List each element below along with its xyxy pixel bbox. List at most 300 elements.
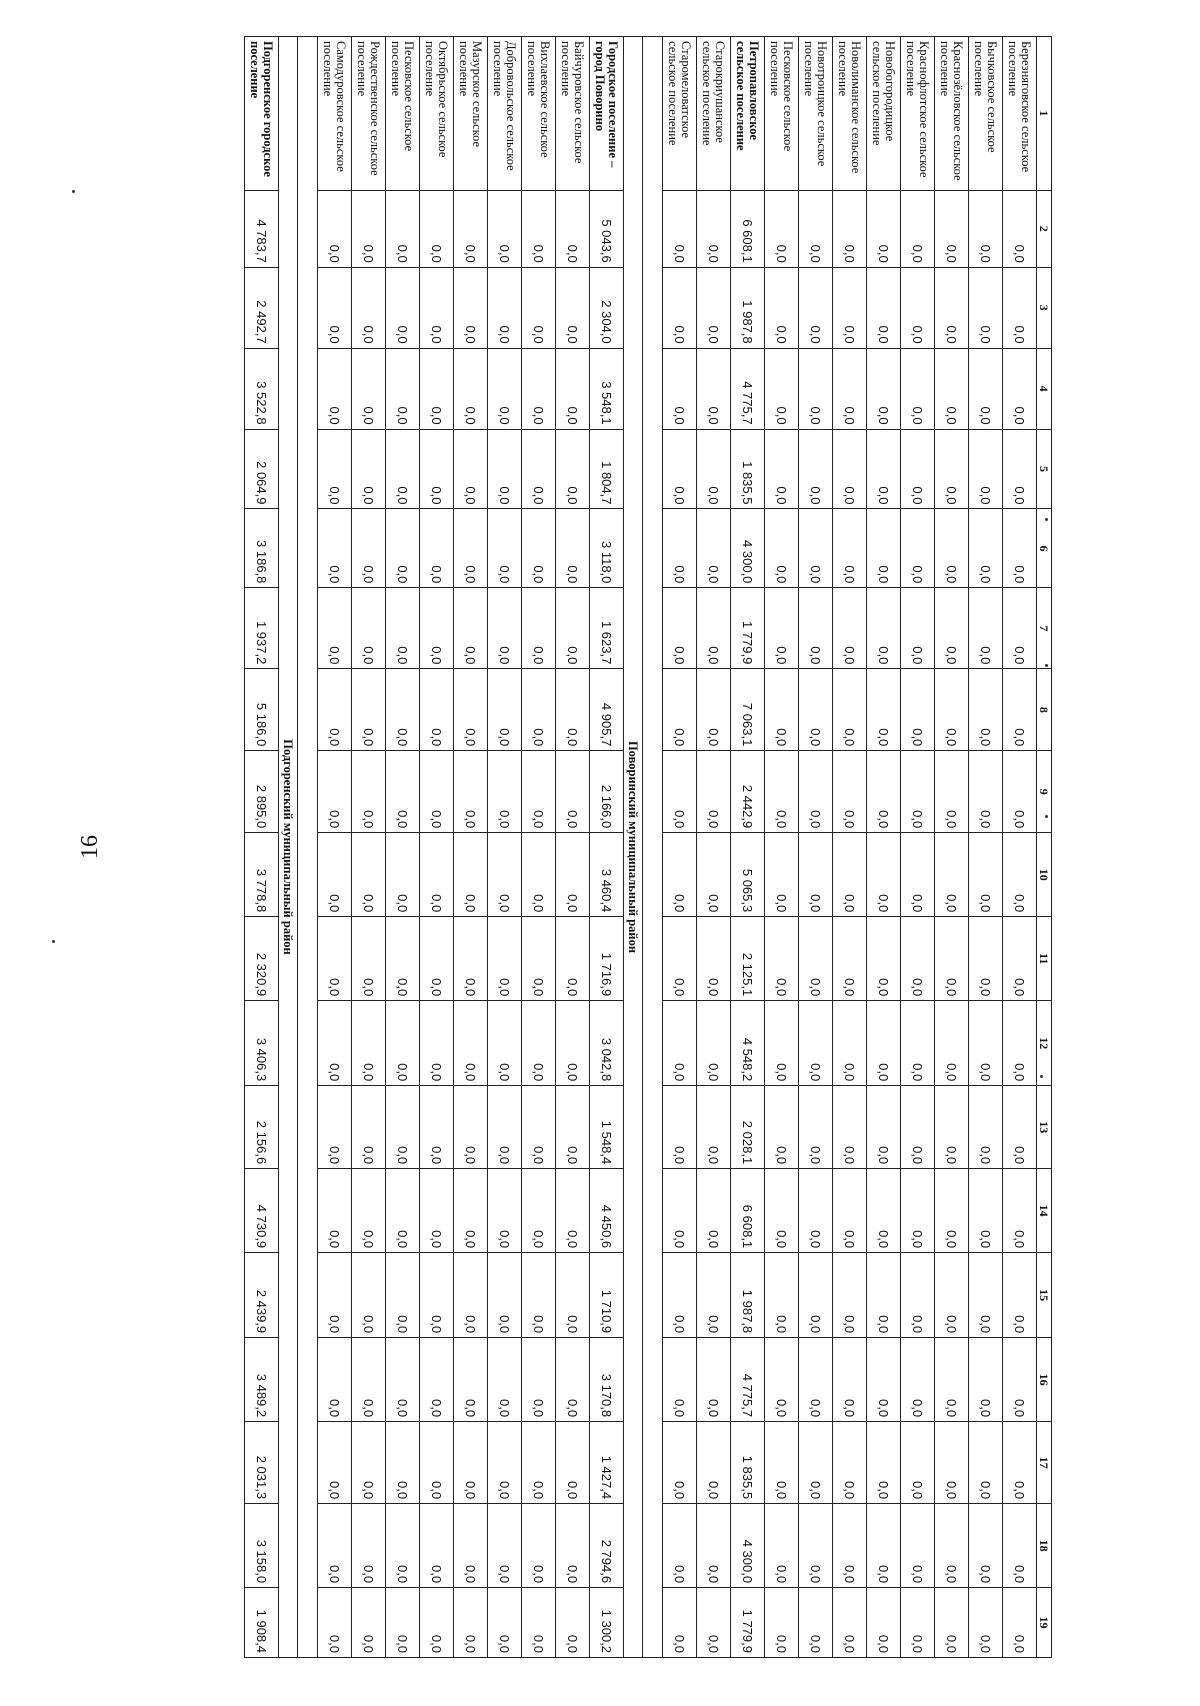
value-cell: 0,0 (969, 190, 1003, 267)
spacer-cell (643, 37, 663, 1658)
value-cell: 0,0 (386, 1169, 420, 1253)
column-header-11: 11 (1037, 917, 1052, 1001)
value-cell: 0,0 (901, 267, 935, 348)
value-cell: 0,0 (488, 190, 522, 267)
value-cell: 2 492,7 (245, 267, 279, 348)
value-cell: 0,0 (697, 1422, 731, 1504)
value-cell: 0,0 (765, 1253, 799, 1338)
rotated-table-wrapper (137, 36, 1052, 1658)
value-cell: 0,0 (697, 509, 731, 588)
value-cell: 0,0 (935, 348, 969, 429)
value-cell: 0,0 (386, 1588, 420, 1658)
value-cell: 0,0 (799, 190, 833, 267)
value-cell: 0,0 (765, 509, 799, 588)
value-cell: 0,0 (799, 267, 833, 348)
value-cell: 0,0 (969, 917, 1003, 1001)
value-cell: 0,0 (901, 190, 935, 267)
value-cell: 0,0 (663, 1086, 697, 1169)
value-cell: 0,0 (697, 348, 731, 429)
value-cell: 0,0 (697, 267, 731, 348)
value-cell: 0,0 (386, 267, 420, 348)
settlement-name: Байчуровское сельское поселение (556, 37, 590, 191)
value-cell: 0,0 (867, 429, 901, 509)
value-cell: 0,0 (420, 348, 454, 429)
value-cell: 0,0 (935, 1422, 969, 1504)
value-cell: 0,0 (697, 669, 731, 751)
value-cell: 0,0 (867, 588, 901, 669)
district-title: Подгоренский муниципальный район (279, 37, 298, 1658)
value-cell: 2 304,0 (590, 267, 624, 348)
value-cell: 0,0 (352, 833, 386, 917)
value-cell: 0,0 (663, 917, 697, 1001)
settlement-name: Бычковское сельское поселение (969, 37, 1003, 191)
value-cell: 0,0 (454, 1253, 488, 1338)
value-cell: 0,0 (969, 1422, 1003, 1504)
column-header-6: 6 (1037, 509, 1052, 588)
value-cell: 0,0 (901, 429, 935, 509)
value-cell: 0,0 (318, 1422, 352, 1504)
value-cell: 0,0 (386, 1253, 420, 1338)
value-cell: 0,0 (556, 1169, 590, 1253)
value-cell: 0,0 (318, 429, 352, 509)
value-cell: 0,0 (454, 267, 488, 348)
value-cell: 0,0 (765, 1422, 799, 1504)
value-cell: 0,0 (935, 1588, 969, 1658)
table-row (969, 37, 1003, 1658)
value-cell: 1 623,7 (590, 588, 624, 669)
value-cell: 0,0 (833, 509, 867, 588)
value-cell: 0,0 (454, 669, 488, 751)
value-cell: 0,0 (867, 348, 901, 429)
value-cell: 0,0 (318, 348, 352, 429)
table-row (901, 37, 935, 1658)
value-cell: 0,0 (556, 1086, 590, 1169)
value-cell: 0,0 (901, 833, 935, 917)
value-cell: 0,0 (522, 1338, 556, 1422)
value-cell: 0,0 (488, 1588, 522, 1658)
value-cell: 0,0 (352, 1001, 386, 1086)
value-cell: 0,0 (833, 190, 867, 267)
value-cell: 4 775,7 (731, 1338, 765, 1422)
value-cell: 0,0 (454, 833, 488, 917)
value-cell: 0,0 (799, 1504, 833, 1588)
value-cell: 0,0 (556, 588, 590, 669)
value-cell: 0,0 (352, 751, 386, 833)
column-header-row (1037, 37, 1052, 1658)
value-cell: 0,0 (935, 190, 969, 267)
value-cell: 0,0 (799, 1588, 833, 1658)
value-cell: 0,0 (556, 429, 590, 509)
value-cell: 3 158,0 (245, 1504, 279, 1588)
value-cell: 0,0 (522, 833, 556, 917)
value-cell: 0,0 (935, 267, 969, 348)
value-cell: 1 779,9 (731, 588, 765, 669)
value-cell: 0,0 (488, 1338, 522, 1422)
value-cell: 0,0 (522, 1588, 556, 1658)
value-cell: 0,0 (799, 751, 833, 833)
value-cell: 0,0 (901, 751, 935, 833)
value-cell: 0,0 (765, 429, 799, 509)
settlement-name: Петропавловское сельское поселение (731, 37, 765, 191)
value-cell: 0,0 (663, 1422, 697, 1504)
value-cell: 0,0 (867, 751, 901, 833)
value-cell: 2 064,9 (245, 429, 279, 509)
value-cell: 0,0 (799, 1169, 833, 1253)
value-cell: 0,0 (833, 1588, 867, 1658)
value-cell: 0,0 (318, 833, 352, 917)
value-cell: 0,0 (833, 1338, 867, 1422)
value-cell: 2 442,9 (731, 751, 765, 833)
value-cell: 0,0 (352, 429, 386, 509)
value-cell: 0,0 (522, 1001, 556, 1086)
value-cell: 0,0 (969, 429, 1003, 509)
value-cell: 0,0 (352, 1338, 386, 1422)
value-cell: 0,0 (901, 669, 935, 751)
value-cell: 0,0 (318, 1504, 352, 1588)
value-cell: 0,0 (969, 1001, 1003, 1086)
value-cell: 0,0 (318, 267, 352, 348)
value-cell: 0,0 (352, 267, 386, 348)
value-cell: 2 794,6 (590, 1504, 624, 1588)
value-cell: 0,0 (969, 509, 1003, 588)
value-cell: 0,0 (833, 1253, 867, 1338)
value-cell: 0,0 (799, 1422, 833, 1504)
value-cell: 0,0 (454, 348, 488, 429)
column-header-2: 2 (1037, 190, 1052, 267)
value-cell: 0,0 (799, 1001, 833, 1086)
value-cell: 0,0 (663, 1338, 697, 1422)
value-cell: 0,0 (522, 509, 556, 588)
value-cell: 0,0 (488, 1086, 522, 1169)
value-cell: 0,0 (663, 190, 697, 267)
value-cell: 0,0 (1003, 190, 1037, 267)
value-cell: 0,0 (935, 588, 969, 669)
table-row (454, 37, 488, 1658)
value-cell: 2 028,1 (731, 1086, 765, 1169)
district-header-row (624, 37, 643, 1658)
value-cell: 0,0 (833, 917, 867, 1001)
value-cell: 0,0 (697, 1588, 731, 1658)
value-cell: 0,0 (318, 1086, 352, 1169)
value-cell: 0,0 (318, 1169, 352, 1253)
value-cell: 0,0 (420, 588, 454, 669)
value-cell: 0,0 (969, 751, 1003, 833)
value-cell: 0,0 (663, 1504, 697, 1588)
value-cell: 0,0 (799, 429, 833, 509)
spacer-cell (298, 37, 318, 1658)
table-row (488, 37, 522, 1658)
value-cell: 0,0 (454, 190, 488, 267)
value-cell: 0,0 (488, 1422, 522, 1504)
value-cell: 0,0 (867, 1504, 901, 1588)
value-cell: 0,0 (765, 588, 799, 669)
value-cell: 0,0 (488, 833, 522, 917)
value-cell: 0,0 (765, 348, 799, 429)
value-cell: 0,0 (488, 669, 522, 751)
value-cell: 0,0 (663, 1253, 697, 1338)
value-cell: 0,0 (454, 751, 488, 833)
value-cell: 0,0 (697, 1001, 731, 1086)
settlement-name: Вихлаевское сельское поселение (522, 37, 556, 191)
value-cell: 0,0 (420, 267, 454, 348)
section-spacer (298, 37, 318, 1658)
value-cell: 0,0 (386, 917, 420, 1001)
value-cell: 0,0 (352, 1169, 386, 1253)
table-row (318, 37, 352, 1658)
value-cell: 0,0 (935, 1001, 969, 1086)
value-cell: 3 186,8 (245, 509, 279, 588)
value-cell: 0,0 (765, 190, 799, 267)
value-cell: 0,0 (867, 1422, 901, 1504)
table-row (522, 37, 556, 1658)
column-header-17: 17 (1037, 1422, 1052, 1504)
column-header-18: 18 (1037, 1504, 1052, 1588)
value-cell: 0,0 (522, 1422, 556, 1504)
district-title: Поворинский муниципальный район (624, 37, 643, 1658)
value-cell: 4 450,6 (590, 1169, 624, 1253)
value-cell: 0,0 (352, 348, 386, 429)
value-cell: 1 300,2 (590, 1588, 624, 1658)
value-cell: 0,0 (935, 1169, 969, 1253)
value-cell: 0,0 (765, 267, 799, 348)
value-cell: 0,0 (833, 1169, 867, 1253)
column-header-1: 1 (1037, 37, 1052, 191)
scan-speck (72, 190, 75, 193)
settlement-name: Краснофлотское сельское поселение (901, 37, 935, 191)
value-cell: 0,0 (352, 1422, 386, 1504)
value-cell: 0,0 (454, 917, 488, 1001)
value-cell: 1 779,9 (731, 1588, 765, 1658)
value-cell: 0,0 (697, 1086, 731, 1169)
value-cell: 5 043,6 (590, 190, 624, 267)
value-cell: 0,0 (1003, 1588, 1037, 1658)
value-cell: 0,0 (386, 190, 420, 267)
value-cell: 0,0 (1003, 1338, 1037, 1422)
value-cell: 0,0 (935, 833, 969, 917)
value-cell: 0,0 (420, 917, 454, 1001)
value-cell: 0,0 (697, 588, 731, 669)
value-cell: 0,0 (833, 348, 867, 429)
value-cell: 4 300,0 (731, 1504, 765, 1588)
value-cell: 0,0 (556, 190, 590, 267)
value-cell: 0,0 (663, 669, 697, 751)
value-cell: 0,0 (556, 1001, 590, 1086)
value-cell: 0,0 (556, 348, 590, 429)
value-cell: 0,0 (454, 429, 488, 509)
value-cell: 0,0 (833, 1001, 867, 1086)
column-header-12: 12 (1037, 1001, 1052, 1086)
value-cell: 0,0 (420, 1504, 454, 1588)
value-cell: 0,0 (799, 669, 833, 751)
value-cell: 0,0 (556, 751, 590, 833)
value-cell: 0,0 (522, 669, 556, 751)
value-cell: 0,0 (765, 751, 799, 833)
value-cell: 0,0 (799, 833, 833, 917)
value-cell: 0,0 (420, 429, 454, 509)
table-row (765, 37, 799, 1658)
value-cell: 6 608,1 (731, 1169, 765, 1253)
value-cell: 0,0 (663, 429, 697, 509)
value-cell: 0,0 (420, 833, 454, 917)
value-cell: 0,0 (901, 917, 935, 1001)
value-cell: 0,0 (867, 267, 901, 348)
value-cell: 0,0 (697, 917, 731, 1001)
value-cell: 0,0 (1003, 429, 1037, 509)
column-header-19: 19 (1037, 1588, 1052, 1658)
value-cell: 0,0 (352, 1504, 386, 1588)
value-cell: 1 716,9 (590, 917, 624, 1001)
value-cell: 1 804,7 (590, 429, 624, 509)
value-cell: 0,0 (1003, 1001, 1037, 1086)
value-cell: 5 186,0 (245, 669, 279, 751)
value-cell: 0,0 (386, 1001, 420, 1086)
value-cell: 0,0 (318, 1253, 352, 1338)
value-cell: 0,0 (352, 509, 386, 588)
value-cell: 0,0 (1003, 669, 1037, 751)
value-cell: 0,0 (318, 509, 352, 588)
value-cell: 0,0 (833, 429, 867, 509)
value-cell: 0,0 (833, 751, 867, 833)
value-cell: 0,0 (1003, 267, 1037, 348)
value-cell: 0,0 (488, 1001, 522, 1086)
value-cell: 0,0 (352, 1253, 386, 1338)
value-cell: 0,0 (697, 429, 731, 509)
value-cell: 4 730,9 (245, 1169, 279, 1253)
value-cell: 0,0 (697, 1253, 731, 1338)
value-cell: 0,0 (556, 1338, 590, 1422)
value-cell: 0,0 (833, 1422, 867, 1504)
value-cell: 2 166,0 (590, 751, 624, 833)
value-cell: 0,0 (318, 1338, 352, 1422)
value-cell: 0,0 (556, 917, 590, 1001)
value-cell: 0,0 (935, 917, 969, 1001)
value-cell: 0,0 (454, 1338, 488, 1422)
value-cell: 0,0 (697, 190, 731, 267)
value-cell: 0,0 (833, 1504, 867, 1588)
value-cell: 1 908,4 (245, 1588, 279, 1658)
table-row (1003, 37, 1037, 1658)
value-cell: 0,0 (901, 1169, 935, 1253)
value-cell: 0,0 (901, 1086, 935, 1169)
value-cell: 0,0 (352, 669, 386, 751)
value-cell: 4 548,2 (731, 1001, 765, 1086)
value-cell: 0,0 (318, 588, 352, 669)
value-cell: 0,0 (697, 833, 731, 917)
value-cell: 0,0 (556, 1422, 590, 1504)
value-cell: 0,0 (488, 1504, 522, 1588)
value-cell: 0,0 (318, 669, 352, 751)
table-row (420, 37, 454, 1658)
value-cell: 3 042,8 (590, 1001, 624, 1086)
value-cell: 0,0 (969, 1588, 1003, 1658)
value-cell: 2 156,6 (245, 1086, 279, 1169)
value-cell: 3 170,8 (590, 1338, 624, 1422)
value-cell: 0,0 (522, 1086, 556, 1169)
value-cell: 5 065,3 (731, 833, 765, 917)
value-cell: 0,0 (765, 1169, 799, 1253)
value-cell: 0,0 (765, 1338, 799, 1422)
settlement-name: Мазурское сельское поселение (454, 37, 488, 191)
value-cell: 0,0 (420, 1169, 454, 1253)
value-cell: 0,0 (556, 833, 590, 917)
value-cell: 0,0 (663, 348, 697, 429)
table-row (590, 37, 624, 1658)
value-cell: 0,0 (386, 588, 420, 669)
value-cell: 0,0 (833, 588, 867, 669)
value-cell: 0,0 (488, 751, 522, 833)
value-cell: 0,0 (556, 1504, 590, 1588)
value-cell: 0,0 (488, 1169, 522, 1253)
value-cell: 0,0 (1003, 1422, 1037, 1504)
value-cell: 6 608,1 (731, 190, 765, 267)
value-cell: 0,0 (663, 1169, 697, 1253)
value-cell: 1 548,4 (590, 1086, 624, 1169)
column-header-15: 15 (1037, 1253, 1052, 1338)
value-cell: 0,0 (352, 1086, 386, 1169)
settlement-name: Березняговское сельское поселение (1003, 37, 1037, 191)
table-row (663, 37, 697, 1658)
value-cell: 0,0 (765, 1086, 799, 1169)
value-cell: 0,0 (420, 1338, 454, 1422)
value-cell: 1 710,9 (590, 1253, 624, 1338)
value-cell: 0,0 (663, 1588, 697, 1658)
budget-table (244, 36, 1052, 1658)
value-cell: 0,0 (420, 1253, 454, 1338)
value-cell: 0,0 (935, 1338, 969, 1422)
value-cell: 0,0 (867, 1253, 901, 1338)
value-cell: 0,0 (901, 1253, 935, 1338)
value-cell: 3 489,2 (245, 1338, 279, 1422)
value-cell: 0,0 (969, 1504, 1003, 1588)
value-cell: 0,0 (1003, 1504, 1037, 1588)
value-cell: 0,0 (935, 669, 969, 751)
table-row (833, 37, 867, 1658)
value-cell: 0,0 (488, 509, 522, 588)
settlement-name: Городское поселение – город Поворино (590, 37, 624, 191)
value-cell: 0,0 (867, 1001, 901, 1086)
column-header-13: 13 (1037, 1086, 1052, 1169)
table-row (556, 37, 590, 1658)
value-cell: 0,0 (420, 751, 454, 833)
table-row (245, 37, 279, 1658)
value-cell: 1 937,2 (245, 588, 279, 669)
column-header-4: 4 (1037, 348, 1052, 429)
value-cell: 0,0 (454, 1169, 488, 1253)
value-cell: 0,0 (386, 1086, 420, 1169)
table-row (731, 37, 765, 1658)
table-row (352, 37, 386, 1658)
column-header-3: 3 (1037, 267, 1052, 348)
value-cell: 0,0 (522, 588, 556, 669)
value-cell: 0,0 (867, 1169, 901, 1253)
value-cell: 0,0 (454, 1001, 488, 1086)
value-cell: 0,0 (969, 669, 1003, 751)
value-cell: 0,0 (1003, 1253, 1037, 1338)
value-cell: 0,0 (522, 917, 556, 1001)
value-cell: 0,0 (454, 1588, 488, 1658)
value-cell: 0,0 (901, 1001, 935, 1086)
value-cell: 0,0 (352, 190, 386, 267)
value-cell: 0,0 (833, 669, 867, 751)
value-cell: 0,0 (799, 1253, 833, 1338)
value-cell: 0,0 (420, 1422, 454, 1504)
value-cell: 1 427,4 (590, 1422, 624, 1504)
column-header-5: 5 (1037, 429, 1052, 509)
column-header-8: 8 (1037, 669, 1052, 751)
value-cell: 3 548,1 (590, 348, 624, 429)
value-cell: 0,0 (935, 509, 969, 588)
value-cell: 2 125,1 (731, 917, 765, 1001)
